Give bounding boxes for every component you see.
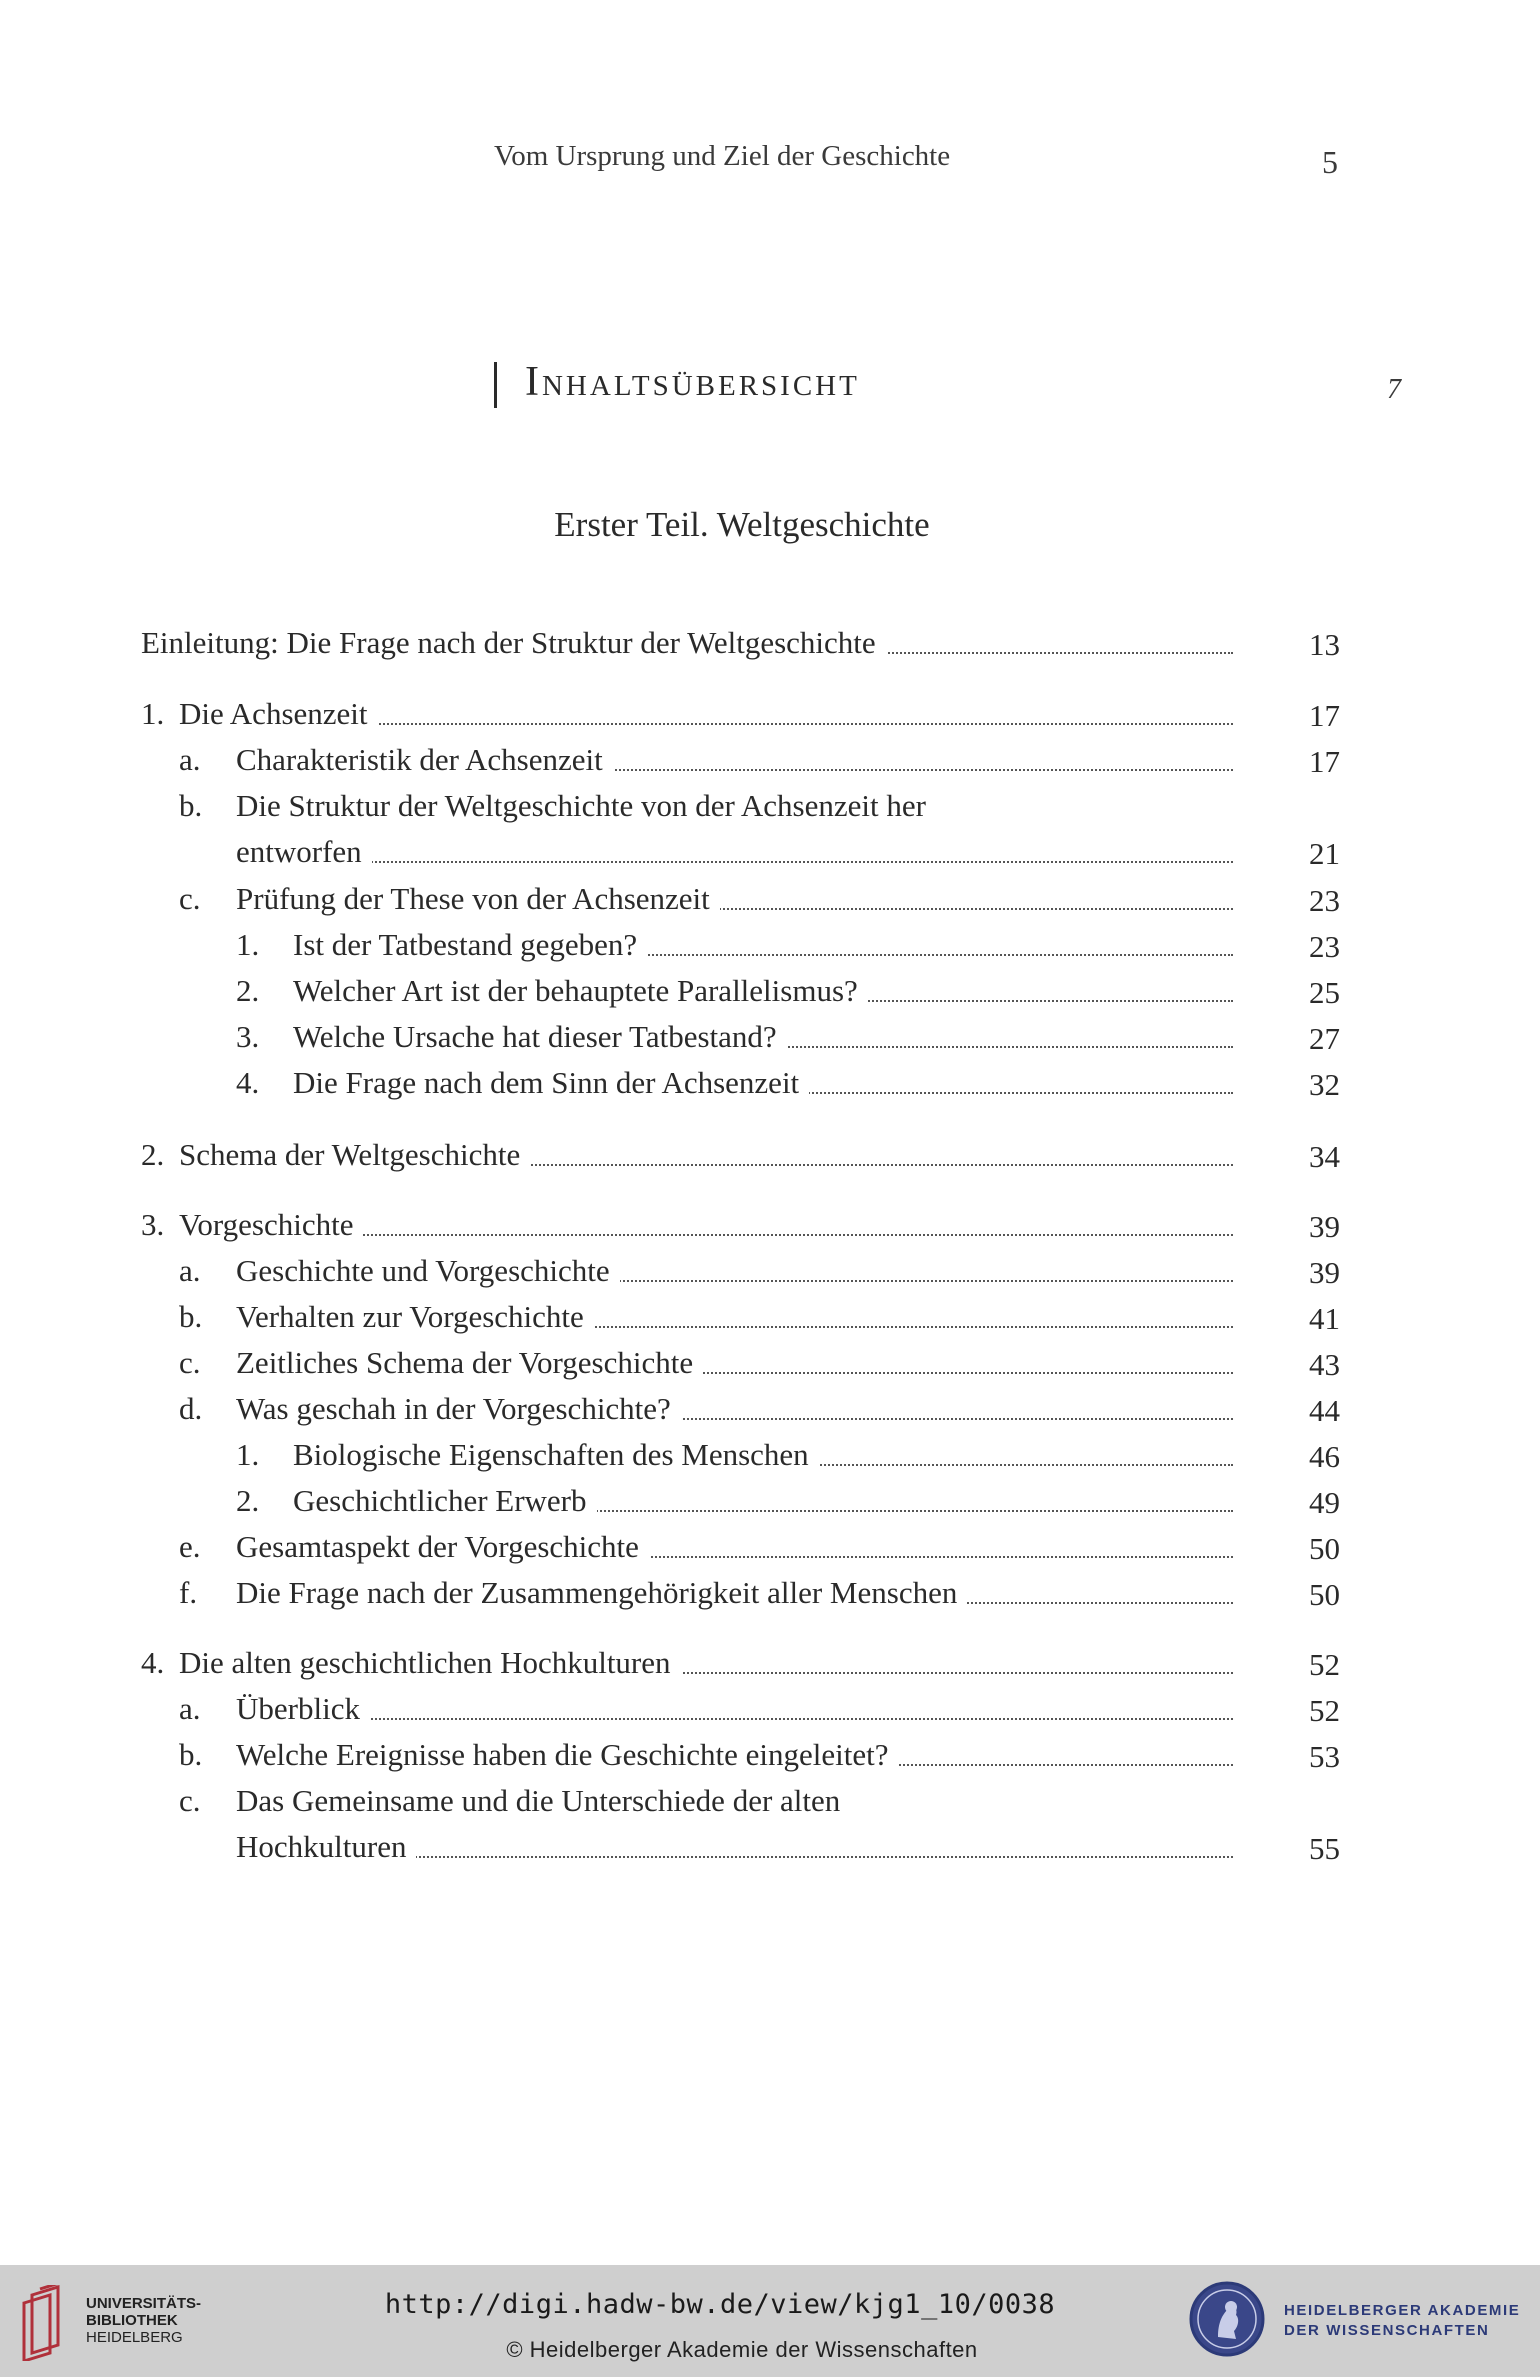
toc-label: Welcher Art ist der behauptete Parallelismus? [293, 973, 868, 1008]
toc-number: 1. [236, 927, 260, 962]
toc-label: Ist der Tatbestand gegeben? [293, 927, 647, 962]
running-title: Vom Ursprung und Ziel der Geschichte [494, 140, 951, 172]
toc-label: Was geschah in der Vorgeschichte? [236, 1391, 681, 1426]
toc-label: Überblick [236, 1691, 370, 1726]
toc-entry[interactable] [140, 691, 1340, 737]
toc-number: a. [179, 1253, 201, 1288]
source-url-text[interactable]: http://digi.hadw-bw.de/view/kjg1_10/0038 [384, 2289, 1056, 2320]
toc-page: 41 [1309, 1301, 1340, 1336]
toc-label: Gesamtaspekt der Vorgeschichte [236, 1529, 649, 1564]
toc-entry[interactable] [140, 1524, 1340, 1570]
toc-page: 17 [1309, 744, 1340, 779]
academy-line-1: HEIDELBERGER AKADEMIE [1284, 2302, 1521, 2319]
toc-entry[interactable] [140, 1478, 1340, 1524]
toc-entry[interactable] [140, 1294, 1340, 1340]
toc-page: 50 [1309, 1531, 1340, 1566]
toc-entry[interactable] [140, 1248, 1340, 1294]
toc-number: a. [179, 742, 201, 777]
toc-page: 21 [1309, 836, 1340, 871]
toc-number: 1. [236, 1437, 260, 1472]
toc-page: 52 [1309, 1693, 1340, 1728]
toc-label: Einleitung: Die Frage nach der Struktur der Weltgeschichte [141, 625, 886, 660]
toc-entry[interactable] [140, 1060, 1340, 1106]
toc-page: 46 [1309, 1439, 1340, 1474]
toc-entry[interactable] [140, 1732, 1340, 1778]
toc-number: c. [179, 1345, 201, 1380]
academy-seal-icon [1188, 2279, 1266, 2359]
toc-number: 4. [141, 1645, 165, 1680]
toc-number: 3. [141, 1207, 165, 1242]
toc-page: 34 [1309, 1139, 1340, 1174]
toc-page: 17 [1309, 698, 1340, 733]
toc-label: Welche Ereignisse haben die Geschichte eingeleitet? [236, 1737, 899, 1772]
toc-number: b. [179, 1299, 203, 1334]
toc-entry[interactable] [140, 1202, 1340, 1248]
library-line-2: BIBLIOTHEK [86, 2312, 178, 2329]
toc-entry[interactable] [140, 1686, 1340, 1732]
toc-label: Die alten geschichtlichen Hochkulturen [179, 1645, 681, 1680]
toc-entry[interactable] [140, 968, 1340, 1014]
toc-number: c. [179, 881, 201, 916]
toc-number: 2. [141, 1137, 165, 1172]
toc-label: Charakteristik der Achsenzeit [236, 742, 613, 777]
toc-number: b. [179, 1737, 203, 1772]
toc-page: 27 [1309, 1021, 1340, 1056]
toc-number: b. [179, 788, 203, 823]
toc-page: 44 [1309, 1393, 1340, 1428]
toc-label: Vorgeschichte [179, 1207, 363, 1242]
toc-label: Biologische Eigenschaften des Menschen [293, 1437, 819, 1472]
toc-label: Geschichtlicher Erwerb [293, 1483, 597, 1518]
toc-page: 39 [1309, 1209, 1340, 1244]
toc-entry[interactable] [140, 1014, 1340, 1060]
toc-leader-dots [236, 1716, 1233, 1720]
toc-page: 53 [1309, 1739, 1340, 1774]
toc-label: Die Frage nach dem Sinn der Achsenzeit [293, 1065, 809, 1100]
library-line-1: UNIVERSITÄTS- [86, 2295, 202, 2312]
heading-bar [494, 362, 497, 408]
toc-label: Die Achsenzeit [179, 696, 378, 731]
toc-entry[interactable] [140, 829, 1340, 875]
academy-line-2: DER WISSENSCHAFTEN [1284, 2322, 1490, 2339]
footer-bar [0, 2265, 1540, 2377]
toc-number: 4. [236, 1065, 260, 1100]
toc-entry[interactable] [140, 922, 1340, 968]
toc-label: Verhalten zur Vorgeschichte [236, 1299, 594, 1334]
toc-number: 1. [141, 696, 165, 731]
toc-entry[interactable] [140, 1132, 1340, 1178]
page-number: 5 [1322, 144, 1338, 180]
toc-page: 39 [1309, 1255, 1340, 1290]
toc-entry[interactable] [140, 1570, 1340, 1616]
academy-name [1284, 2301, 1520, 2341]
toc-page: 23 [1309, 883, 1340, 918]
part-title: Erster Teil. Weltgeschichte [554, 505, 930, 544]
toc-page: 52 [1309, 1647, 1340, 1682]
toc-label: Zeitliches Schema der Vorgeschichte [236, 1345, 703, 1380]
toc-page: 43 [1309, 1347, 1340, 1382]
toc-page: 55 [1309, 1831, 1340, 1866]
toc-page: 32 [1309, 1067, 1340, 1102]
toc-label: Hochkulturen [236, 1829, 416, 1864]
toc-number: e. [179, 1529, 201, 1564]
toc-entry[interactable] [140, 1386, 1340, 1432]
toc-number: 2. [236, 1483, 260, 1518]
toc-label: Prüfung der These von der Achsenzeit [236, 881, 720, 916]
toc-page: 23 [1309, 929, 1340, 964]
toc-label: entworfen [236, 834, 372, 869]
toc-label: Die Struktur der Weltgeschichte von der Achsenzeit her [236, 788, 936, 823]
toc-entry[interactable] [140, 1824, 1340, 1870]
toc-entry[interactable] [140, 1432, 1340, 1478]
heading-block [0, 358, 1540, 418]
toc-number: f. [179, 1575, 198, 1610]
toc-leader-dots [236, 859, 1233, 863]
toc-label: Schema der Weltgeschichte [179, 1137, 530, 1172]
toc-label: Die Frage nach der Zusammengehörigkeit aller Menschen [236, 1575, 967, 1610]
toc-page: 49 [1309, 1485, 1340, 1520]
page-title: Inhaltsübersicht [525, 359, 860, 405]
toc-entry[interactable] [140, 737, 1340, 783]
toc-entry[interactable] [140, 876, 1340, 922]
margin-page-note: 7 [1387, 374, 1401, 405]
toc-label: Das Gemeinsame und die Unterschiede der alten [236, 1783, 850, 1818]
toc-entry[interactable] [140, 620, 1340, 666]
toc-label: Geschichte und Vorgeschichte [236, 1253, 620, 1288]
toc-entry[interactable] [140, 1778, 1340, 1824]
toc-page: 13 [1309, 627, 1340, 662]
toc-page: 50 [1309, 1577, 1340, 1612]
library-line-3: HEIDELBERG [86, 2329, 183, 2346]
toc-number: 3. [236, 1019, 260, 1054]
toc-label: Welche Ursache hat dieser Tatbestand? [293, 1019, 787, 1054]
toc-entry[interactable] [140, 783, 1340, 829]
toc-number: d. [179, 1391, 203, 1426]
toc-number: 2. [236, 973, 260, 1008]
toc-entry[interactable] [140, 1340, 1340, 1386]
copyright-text: © Heidelberger Akademie der Wissenschaften [506, 2337, 978, 2362]
toc-number: c. [179, 1783, 201, 1818]
toc-number: a. [179, 1691, 201, 1726]
toc-page: 25 [1309, 975, 1340, 1010]
toc-entry[interactable] [140, 1640, 1340, 1686]
